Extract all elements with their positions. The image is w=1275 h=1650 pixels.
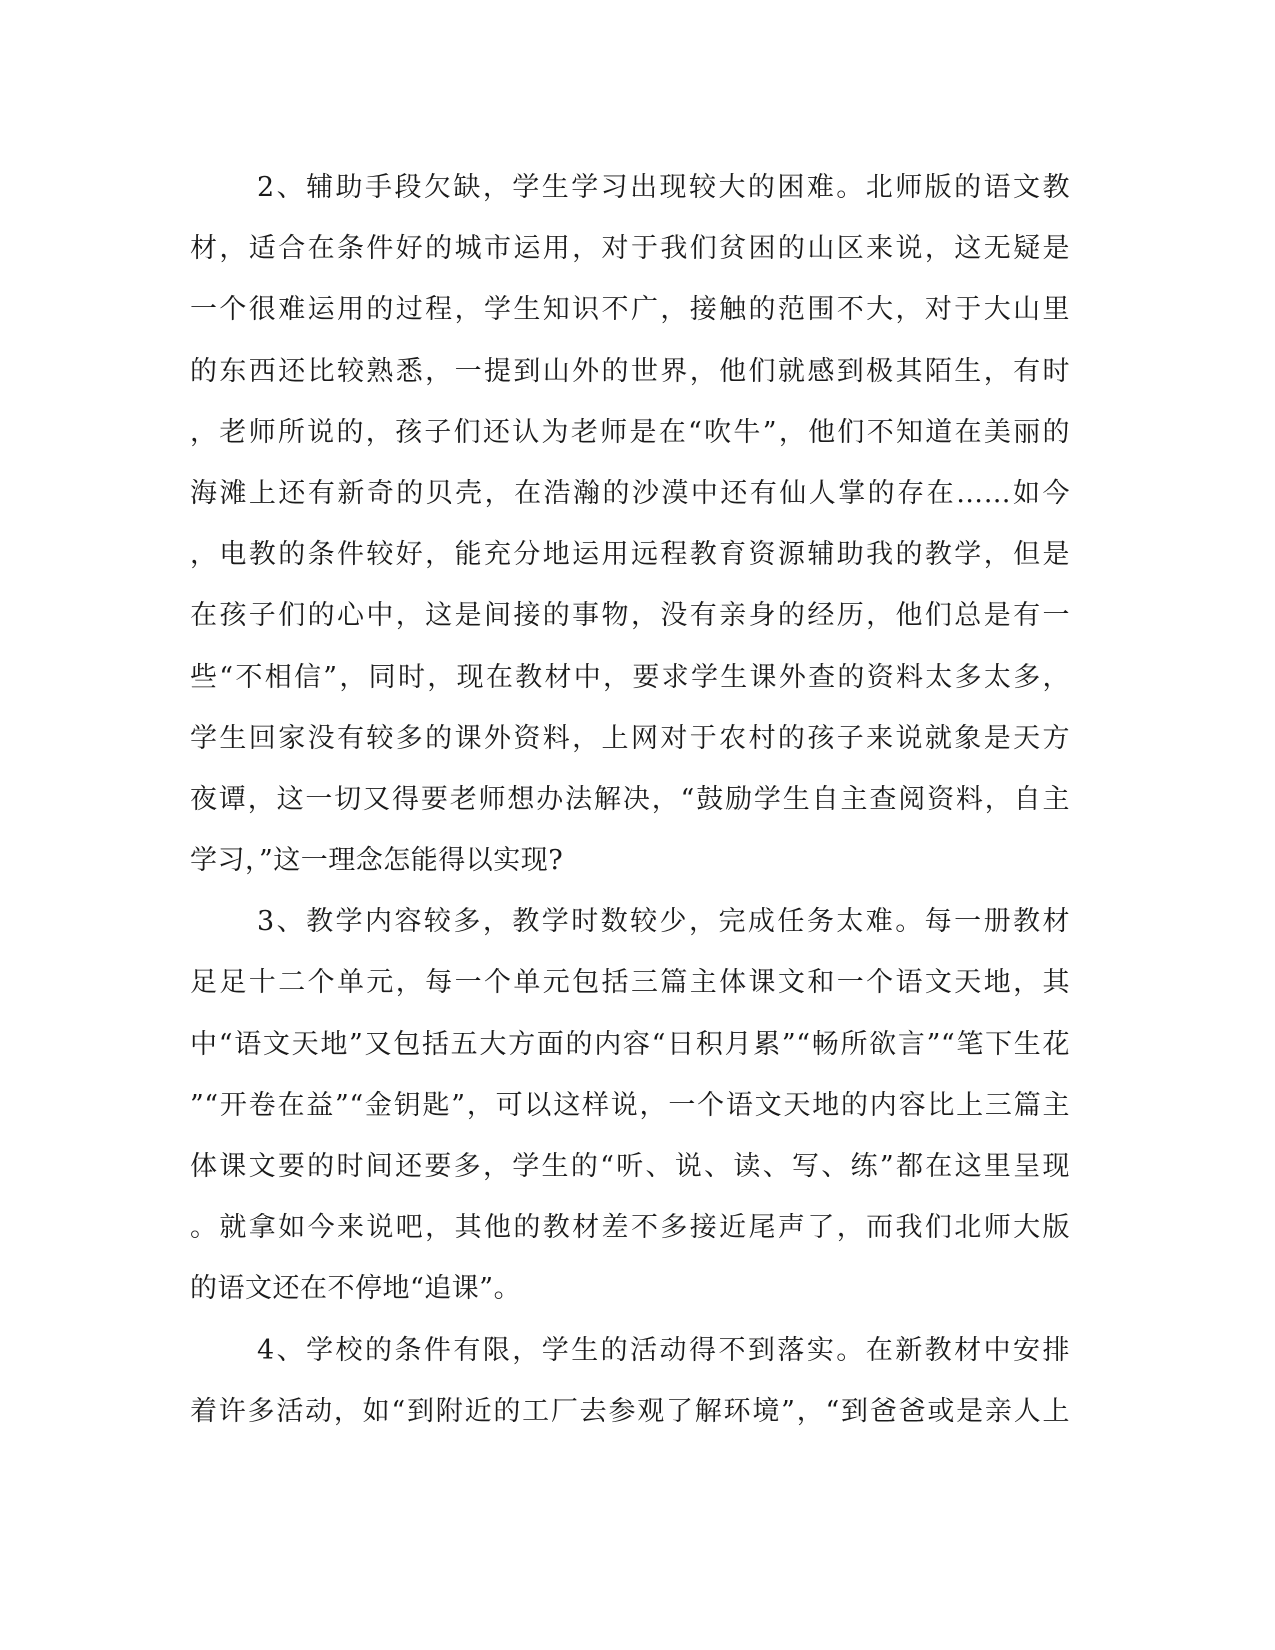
text-line: ”“开卷在益”“金钥匙”，可以这样说，一个语文天地的内容比上三篇主	[190, 1089, 1070, 1121]
text-line: ，老师所说的，孩子们还认为老师是在“吹牛”，他们不知道在美丽的	[190, 416, 1070, 448]
text-line: 足足十二个单元，每一个单元包括三篇主体课文和一个语文天地，其	[190, 967, 1070, 999]
text-line: 2、辅助手段欠缺，学生学习出现较大的困难。北师版的语文教	[257, 172, 1070, 203]
text-line: 着许多活动，如“到附近的工厂去参观了解环境”，“到爸爸或是亲人上	[190, 1395, 1070, 1427]
text-line: 4、学校的条件有限，学生的活动得不到落实。在新教材中安排	[257, 1334, 1070, 1366]
text-line: 海滩上还有新奇的贝壳，在浩瀚的沙漠中还有仙人掌的存在……如今	[190, 477, 1070, 509]
text-line: 在孩子们的心中，这是间接的事物，没有亲身的经历，他们总是有一	[190, 600, 1070, 632]
text-line: 材，适合在条件好的城市运用，对于我们贫困的山区来说，这无疑是	[190, 233, 1070, 265]
text-line: 夜谭，这一切又得要老师想办法解决，“鼓励学生自主查阅资料，自主	[190, 783, 1070, 815]
text-line: 一个很难运用的过程，学生知识不广，接触的范围不大，对于大山里	[190, 294, 1070, 326]
text-line: 的东西还比较熟悉，一提到山外的世界，他们就感到极其陌生，有时	[190, 355, 1070, 387]
text-line: 。就拿如今来说吧，其他的教材差不多接近尾声了，而我们北师大版	[190, 1212, 1070, 1244]
text-line: ，电教的条件较好，能充分地运用远程教育资源辅助我的教学，但是	[190, 539, 1070, 571]
text-line: 体课文要的时间还要多，学生的“听、说、读、写、练”都在这里呈现	[190, 1151, 1070, 1182]
text-line: 学生回家没有较多的课外资料，上网对于农村的孩子来说就象是天方	[190, 722, 1070, 754]
text-line: 些“不相信”，同时，现在教材中，要求学生课外查的资料太多太多，	[190, 661, 1070, 693]
text-line: 的语文还在不停地“追课”。	[190, 1273, 522, 1305]
text-line: 3、教学内容较多，教学时数较少，完成任务太难。每一册教材	[257, 906, 1070, 938]
body-text	[190, 157, 1070, 1442]
text-line: 中“语文天地”又包括五大方面的内容“日积月累”“畅所欲言”“笔下生花	[190, 1028, 1070, 1060]
text-line: 学习，”这一理念怎能得以实现?	[190, 845, 564, 877]
